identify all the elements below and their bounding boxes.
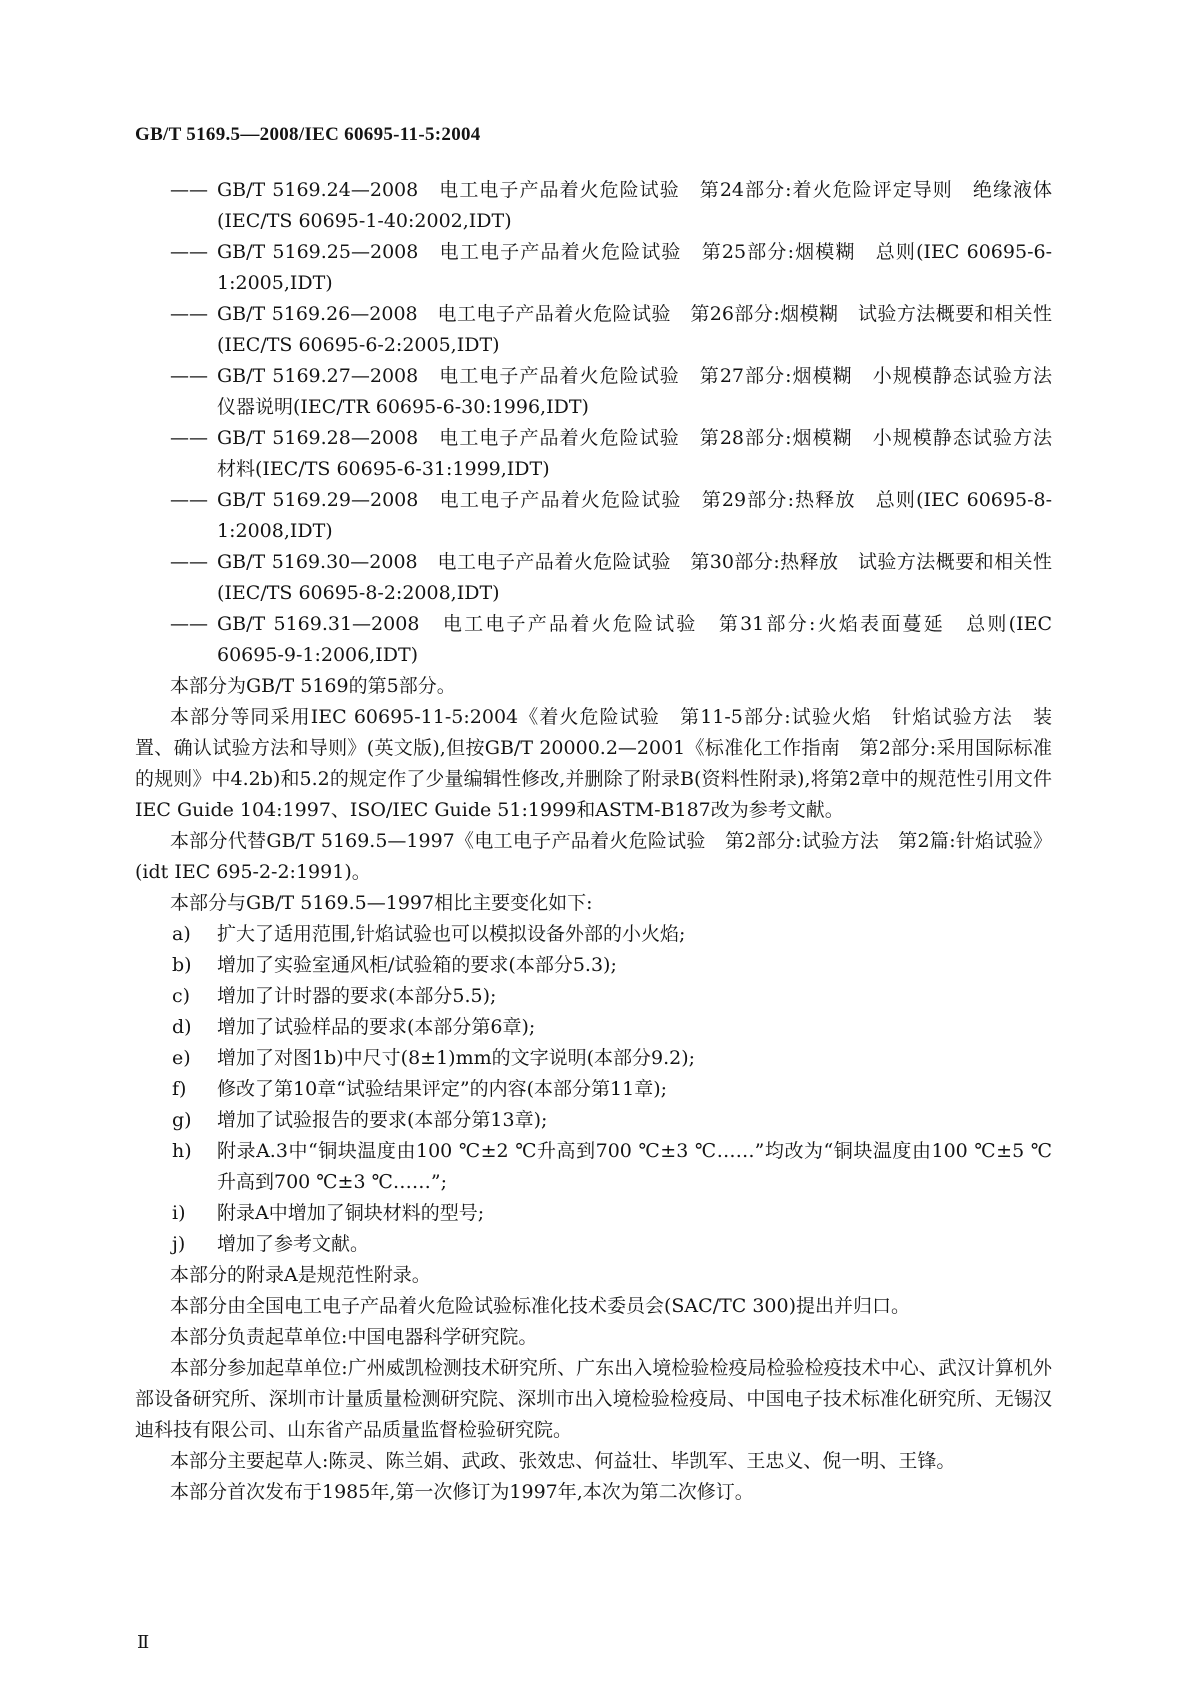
change-label: f)	[172, 1078, 187, 1100]
change-label: i)	[172, 1202, 186, 1224]
paragraph-replacement: 本部分代替GB/T 5169.5—1997《电工电子产品着火危险试验 第2部分:试验方法 第2篇:针焰试验》(idt IEC 695-2-2:1991)。	[135, 830, 1052, 883]
paragraph-lead-drafter: 本部分负责起草单位:中国电器科学研究院。	[170, 1326, 538, 1348]
change-text: 增加了对图1b)中尺寸(8±1)mm的文字说明(本部分9.2);	[217, 1047, 696, 1069]
change-label: e)	[172, 1047, 191, 1069]
dash-marker: ——	[170, 303, 208, 325]
paragraph-main-drafters: 本部分主要起草人:陈灵、陈兰娟、武政、张效忠、何益壮、毕凯军、王忠义、倪一明、王锋。	[170, 1450, 956, 1472]
list-item	[170, 237, 1052, 299]
change-text: 附录A.3中“铜块温度由100 ℃±2 ℃升高到700 ℃±3 ℃……”均改为“铜块温度由100 ℃±5 ℃升高到700 ℃±3 ℃……”;	[217, 1140, 1052, 1193]
page-number: Ⅱ	[137, 1632, 150, 1652]
change-item	[172, 1043, 1052, 1074]
paragraph-participating-drafters: 本部分参加起草单位:广州威凯检测技术研究所、广东出入境检验检疫局检验检疫技术中心、武汉计算机外部设备研究所、深圳市计量质量检测研究院、深圳市出入境检验检疫局、中国电子技术标准化研究所、无锡汉迪科技有限公司、山东省产品质量监督检验研究院。	[135, 1357, 1052, 1441]
change-item	[172, 1105, 1052, 1136]
change-label: c)	[172, 985, 191, 1007]
change-item	[172, 1012, 1052, 1043]
change-text: 增加了试验样品的要求(本部分第6章);	[217, 1016, 536, 1038]
list-item	[170, 361, 1072, 423]
dash-marker: ——	[170, 365, 208, 387]
change-label: g)	[172, 1109, 192, 1131]
referenced-standard: GB/T 5169.28—2008 电工电子产品着火危险试验 第28部分:烟模糊 小规模静态试验方法 材料(IEC/TS 60695-6-31:1999,IDT)	[217, 427, 1072, 480]
change-item	[172, 981, 1052, 1012]
change-text: 增加了参考文献。	[217, 1233, 370, 1255]
change-item	[172, 1198, 1052, 1229]
list-item	[170, 299, 1052, 361]
referenced-standard: GB/T 5169.27—2008 电工电子产品着火危险试验 第27部分:烟模糊 小规模静态试验方法 仪器说明(IEC/TR 60695-6-30:1996,IDT)	[217, 365, 1072, 418]
change-label: d)	[172, 1016, 192, 1038]
referenced-standard: GB/T 5169.29—2008 电工电子产品着火危险试验 第29部分:热释放 总则(IEC 60695-8-1:2008,IDT)	[217, 489, 1052, 542]
change-label: j)	[172, 1233, 186, 1255]
change-text: 增加了实验室通风柜/试验箱的要求(本部分5.3);	[217, 954, 617, 976]
change-item	[172, 1074, 1052, 1105]
referenced-standard: GB/T 5169.24—2008 电工电子产品着火危险试验 第24部分:着火危险评定导则 绝缘液体(IEC/TS 60695-1-40:2002,IDT)	[217, 179, 1052, 232]
paragraph-proposer: 本部分由全国电工电子产品着火危险试验标准化技术委员会(SAC/TC 300)提出并归口。	[170, 1295, 911, 1317]
dash-marker: ——	[170, 427, 208, 449]
dash-marker: ——	[170, 551, 208, 573]
referenced-standard: GB/T 5169.30—2008 电工电子产品着火危险试验 第30部分:热释放 试验方法概要和相关性(IEC/TS 60695-8-2:2008,IDT)	[217, 551, 1052, 604]
paragraph-changes-intro: 本部分与GB/T 5169.5—1997相比主要变化如下:	[170, 892, 593, 914]
change-item	[172, 919, 1052, 950]
change-text: 修改了第10章“试验结果评定”的内容(本部分第11章);	[217, 1078, 668, 1100]
paragraph-part-number: 本部分为GB/T 5169的第5部分。	[170, 675, 456, 697]
change-text: 附录A中增加了铜块材料的型号;	[217, 1202, 485, 1224]
referenced-standard: GB/T 5169.31—2008 电工电子产品着火危险试验 第31部分:火焰表面蔓延 总则(IEC 60695-9-1:2006,IDT)	[217, 613, 1052, 666]
dash-marker: ——	[170, 241, 208, 263]
change-label: h)	[172, 1140, 192, 1162]
change-text: 扩大了适用范围,针焰试验也可以模拟设备外部的小火焰;	[217, 923, 686, 945]
change-label: a)	[172, 923, 191, 945]
list-item	[170, 423, 1072, 485]
list-item	[170, 609, 1052, 671]
change-label: b)	[172, 954, 192, 976]
change-text: 增加了试验报告的要求(本部分第13章);	[217, 1109, 548, 1131]
paragraph-history: 本部分首次发布于1985年,第一次修订为1997年,本次为第二次修订。	[170, 1481, 754, 1503]
dash-marker: ——	[170, 179, 208, 201]
change-item	[172, 950, 1052, 981]
dash-marker: ——	[170, 489, 208, 511]
standard-header: GB/T 5169.5—2008/IEC 60695-11-5:2004	[135, 124, 481, 145]
list-item	[170, 485, 1052, 547]
change-text: 增加了计时器的要求(本部分5.5);	[217, 985, 497, 1007]
paragraph-annex: 本部分的附录A是规范性附录。	[170, 1264, 431, 1286]
document-body	[135, 175, 1072, 1508]
list-item	[170, 175, 1052, 237]
referenced-standard: GB/T 5169.26—2008 电工电子产品着火危险试验 第26部分:烟模糊 试验方法概要和相关性(IEC/TS 60695-6-2:2005,IDT)	[217, 303, 1052, 356]
referenced-standard: GB/T 5169.25—2008 电工电子产品着火危险试验 第25部分:烟模糊 总则(IEC 60695-6-1:2005,IDT)	[217, 241, 1052, 294]
dash-marker: ——	[170, 613, 208, 635]
change-item	[172, 1229, 1052, 1260]
change-item	[172, 1136, 1052, 1198]
list-item	[170, 547, 1052, 609]
paragraph-adoption: 本部分等同采用IEC 60695-11-5:2004《着火危险试验 第11-5部分:试验火焰 针焰试验方法 装置、确认试验方法和导则》(英文版),但按GB/T 20000.2—2001《标准化工作指南 第2部分:采用国际标准的规则》中4.2b)和5.2的规定作了少量编辑性修改,并删除了附录B(资料性附录),将第2章中的规范性引用文件IEC Guide 104:1997、ISO/IEC Guide 51:1999和ASTM-B187改为参考文献。	[135, 706, 1052, 821]
